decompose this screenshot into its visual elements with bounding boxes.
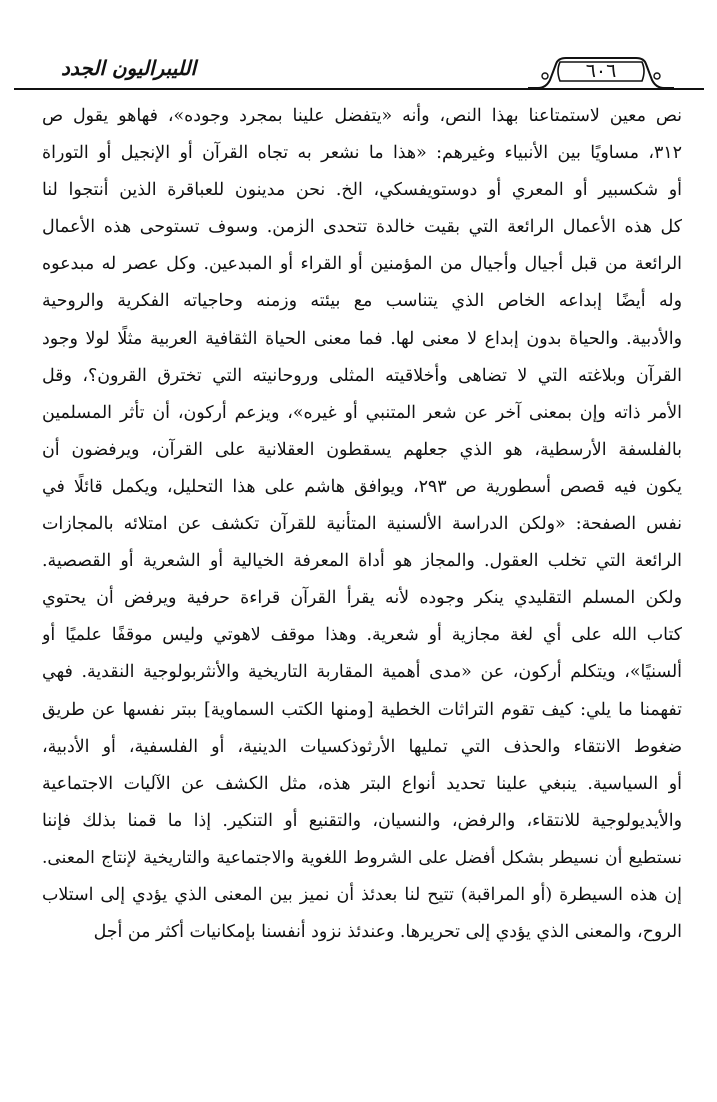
body-text (42, 98, 682, 951)
text-line: ٣١٢، مساويًا بين الأنبياء وغيرهم: «هذا ما نشعر به تجاه القرآن أو الإنجيل أو التوراة (42, 143, 682, 164)
text-line: الروح، والمعنى الذي يؤدي إلى تحريرها. وعندئذ نزود أنفسنا بإمكانيات أكثر من أجل (93, 922, 682, 943)
text-line: ألسنيًا»، ويتكلم أركون، عن «مدى أهمية المقاربة التاريخية والأنثربولوجية النقدية. فهي (42, 662, 682, 683)
text-line: إن هذه السيطرة (أو المراقبة) تتيح لنا بعدئذ أن نميز بين المعنى الذي يؤدي إلى استلاب (42, 884, 682, 905)
text-line: يكون فيه قصص أسطورية ص ٢٩٣، ويوافق هاشم على هذا التحليل، ويكمل قائلًا في (42, 476, 682, 497)
text-line: ولكن المسلم التقليدي ينكر وجوده لأنه يقرأ القرآن قراءة حرفية ويرفض أن يحتوي (42, 588, 682, 609)
text-line: أو شكسبير أو المعري أو دوستويفسكي، الخ. نحن مدينون للعباقرة الذين أنتجوا لنا (42, 180, 682, 201)
text-line: والأيديولوجية للانتقاء، والرفض، والنسيان، والتقنيع أو التنكير. إذا ما قمنا بذلك فإننا (42, 810, 682, 831)
text-line: كل هذه الأعمال الرائعة التي بقيت خالدة تتحدى الزمن. وسوف تستوحى هذه الأعمال (42, 217, 682, 238)
text-line: نفس الصفحة: «ولكن الدراسة الألسنية المتأنية للقرآن تكشف عن امتلائه بالمجازات (42, 514, 682, 535)
page-number-frame (526, 54, 676, 88)
text-line: القرآن وبلاغته التي لا تضاهى وأخلاقيته المثلى وروحانيته التي تخترق القرون؟، وقل (42, 365, 682, 386)
text-line: نص معين لاستمتاعنا بهذا النص، وأنه «يتفضل علينا بمجرد وجوده»، فهاهو يقول ص (42, 106, 682, 126)
running-title: الليبراليون الجدد (60, 56, 196, 80)
page-number: ٦٠٦ (585, 60, 617, 82)
text-line: الرائعة التي تخلب العقول. والمجاز هو أداة المعرفة الخيالية أو الشعرية أو القصصية. (42, 551, 682, 572)
text-line: والأدبية. والحياة بدون إبداع لا معنى لها. فما معنى الحياة الثقافية العربية مثلًا لولا وجود (42, 328, 682, 349)
text-line: نستطيع أن نسيطر بشكل أفضل على الشروط اللغوية والاجتماعية والتاريخية لإنتاج المعنى. (42, 847, 682, 868)
text-line: الرائعة من قبل أجيال وأجيال من المؤمنين أو القراء أو المبدعين. وكل عصر له مبدعوه (42, 254, 682, 275)
text-line: أو السياسية. ينبغي علينا تحديد أنواع البتر هذه، مثل الكشف عن الآليات الاجتماعية (42, 773, 682, 794)
text-line: كتاب الله على أي لغة مجازية أو شعرية. وهذا موقف لاهوتي وليس موقفًا علميًا أو (42, 625, 682, 646)
text-line: الأمر ذاته وإن بمعنى آخر عن شعر المتنبي أو غيره»، ويزعم أركون، أن تأثر المسلمين (42, 402, 682, 423)
page-header (14, 50, 704, 96)
header-rule (14, 88, 704, 90)
text-line: ضغوط الانتقاء والحذف التي تمليها الأرثوذكسيات الدينية، أو الفلسفية، أو الأدبية، (42, 736, 682, 757)
text-line: وله أيضًا إبداعه الخاص الذي يتناسب مع بيئته وزمنه وحاجياته الفكرية والروحية (42, 291, 682, 312)
text-line: بالفلسفة الأرسطية، هو الذي جعلهم يسقطون العقلانية على القرآن، ويرفضون أن (42, 439, 682, 460)
text-line: تفهمنا ما يلي: كيف تقوم التراثات الخطية [ومنها الكتب السماوية] ببتر نفسها عن طريق (42, 699, 682, 720)
